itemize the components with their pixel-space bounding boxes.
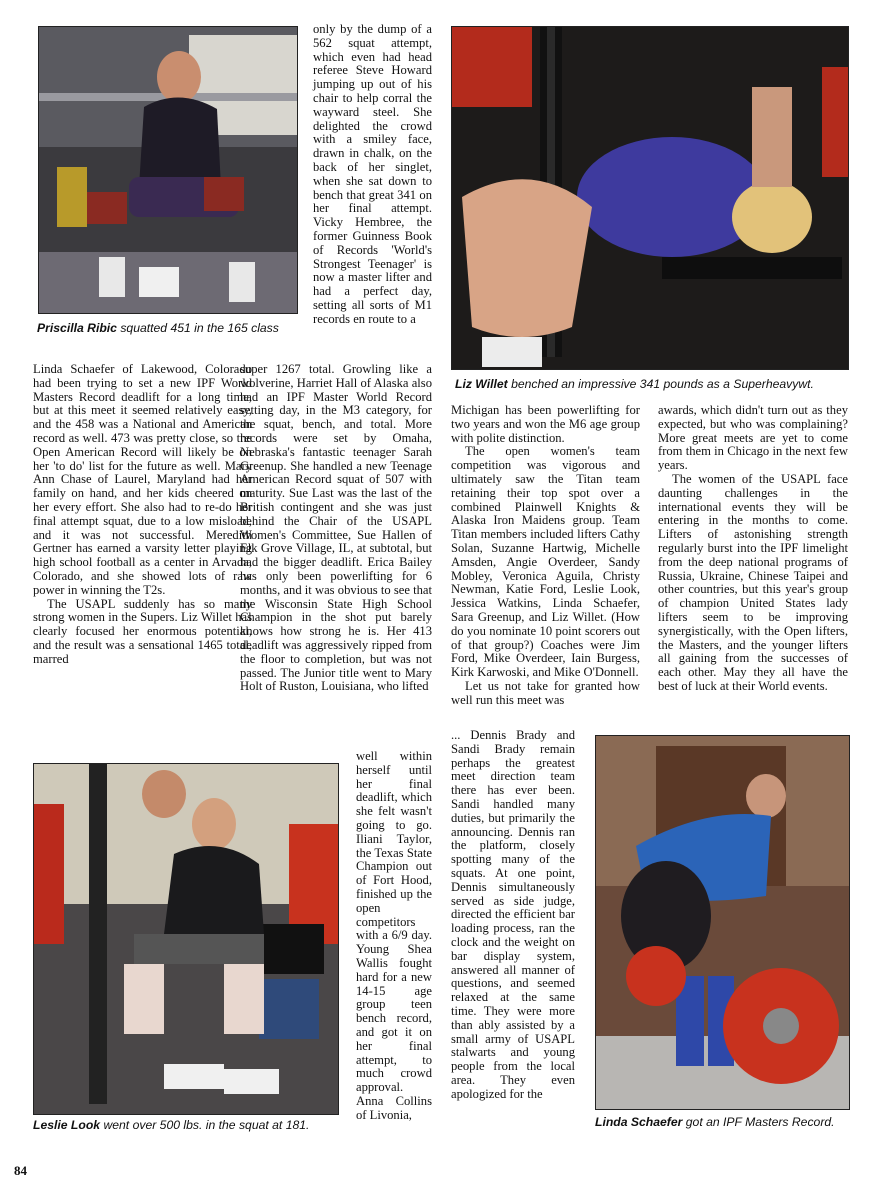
paragraph: well within herself until her final deadlift, which she felt wasn't going to go. Iliani Taylor, the Texas State Champion out of Fort Hood, finished up the open competitors with a 6/9 day. Young Shea Wallis fought hard for a new 14-15 age group teen bench record, and got it on her final attempt, to much crowd approval. Anna Collins of Livonia,	[356, 749, 432, 1122]
column-2-low	[356, 750, 432, 1123]
caption-linda	[595, 1115, 835, 1129]
caption-name: Leslie Look	[33, 1118, 101, 1132]
column-2-top	[313, 23, 432, 327]
photo-priscilla-squat	[38, 26, 298, 314]
caption-text: went over 500 lbs. in the squat at 181.	[100, 1118, 310, 1132]
photo-liz-bench	[451, 26, 849, 370]
caption-priscilla	[37, 321, 279, 335]
paragraph: Linda Schaefer of Lakewood, Colorado had been trying to set a new IPF World Masters Record deadlift for a long time, but at this meet it seemed relatively easy, and the 458 was a National and American record as well. 473 was pretty close, so the Open American Record will likely be on her 'to do' list for the future as well. Mary Ann Chase of Laurel, Maryland had her family on hand, and her kids cheered on her every effort. She also had to re-do her final attempt squat, due to a low misload, and it was not successful. Meredith Gertner has earned a varsity letter playing high school football as a center in Arvada, Colorado, and she showed lots of raw power in winning the T2s.	[33, 362, 252, 597]
paragraph: ... Dennis Brady and Sandi Brady remain perhaps the greatest meet direction team there has ever been. Sandi handled many duties, but primarily the announcing. Dennis ran the platform, closely spotting many of the squats. At one point, Dennis simultaneously served as side judge, directed the efficient bar loading process, ran the clock and the weight on bar display system, answered all manner of questions, and seemed relaxed at the same time. They were more than ably assisted by a small army of USAPL stalwarts and young people from the local area. They even apologized for the	[451, 728, 575, 1101]
caption-text: squatted 451 in the 165 class	[116, 321, 279, 335]
caption-name: Priscilla Ribic	[37, 321, 117, 335]
column-2-mid	[240, 363, 432, 694]
column-3	[451, 404, 640, 708]
paragraph: The women of the USAPL face daunting challenges in the international events they will be entering in the months to come. Lifters of astonishing strength regularly burst into the IPF limelight from the deep national programs of Russia, Ukraine, Chinese Taipei and other countries, but this year's group of champion United States lady lifters seem to be improving synergistically, with the Open lifters, the Masters, and the younger lifters all gaining from the successes of each other. May they all have the best of luck at their World events.	[658, 471, 848, 693]
caption-liz	[455, 377, 814, 391]
paragraph: The open women's team competition was vigorous and ultimately saw the Titan team retaining their top spot over a combined Plainwell Knights & Alaska Iron Maidens group. Team Titan members included lifters Cathy Solan, Suzanne Hartwig, Michelle Amsden, Angie Overdeer, Sandy Mobley, Veronica Aguila, Christy Newman, Katie Ford, Leslie Look, Jessica Watkins, Linda Schaefer, Sara Greenup, and Liz Willet. (How do you nominate 10 point scorers out of that group?) Coaches were Jim Ford, Mike Overdeer, Iain Burgess, Kirk Karwoski, and Mike O'Donnell.	[451, 444, 640, 680]
caption-text: got an IPF Masters Record.	[682, 1115, 835, 1129]
column-3-low	[451, 729, 575, 1102]
caption-name: Liz Willet	[455, 377, 508, 391]
photo-leslie-squat	[33, 763, 339, 1115]
photo-linda-deadlift	[595, 735, 850, 1110]
paragraph: Let us not take for granted how well run this meet was	[451, 678, 640, 707]
paragraph: Michigan has been powerlifting for two years and won the M6 age group with polite distinction.	[451, 403, 640, 445]
caption-leslie	[33, 1118, 309, 1132]
caption-text: benched an impressive 341 pounds as a Superheavywt.	[507, 377, 814, 391]
page-number: 84	[14, 1163, 27, 1178]
paragraph: only by the dump of a 562 squat attempt, which even had head referee Steve Howard jumping up out of his chair to help corral the wayward steel. She delighted the crowd with a smiley face, drawn in chalk, on the back of her singlet, when she sat down to bench that great 341 on her final attempt. Vicky Hembree, the former Guinness Book of Records 'World's Strongest Teenager' is now a master lifter and had a perfect day, setting all sorts of M1 records en route to a	[313, 22, 432, 326]
paragraph: awards, which didn't turn out as they expected, but who was complaining? More great meets are yet to come from them in Chicago in the next few years.	[658, 403, 848, 473]
caption-name: Linda Schaefer	[595, 1115, 683, 1129]
column-1	[33, 363, 252, 667]
column-4	[658, 404, 848, 694]
paragraph: The USAPL suddenly has so many strong women in the Supers. Liz Willet has clearly focused her enormous potential, and the result was a sensational 1465 total, marred	[33, 596, 252, 666]
paragraph: super 1267 total. Growling like a wolverine, Harriet Hall of Alaska also had an IPF Master World Record setting day, in the M3 category, for the squat, bench, and total. More records were set by Omaha, Nebraska's fantastic teenager Sarah Greenup. She handled a new Teenage American Record squat of 507 with maturity. Sue Last was the last of the British contingent and she was just behind the Chair of the USAPL Women's Committee, Sue Hallen of Elk Grove Village, IL, at subtotal, but had the bigger deadlift. Erica Bailey has only been powerlifting for 6 months, and it was obvious to see that the Wisconsin State High School Champion in the shot put barely knows how strong he is. Her 413 deadlift was aggressively ripped from the floor to completion, but was not passed. The Junior title went to Mary Holt of Ruston, Louisiana, who lifted	[240, 362, 432, 694]
